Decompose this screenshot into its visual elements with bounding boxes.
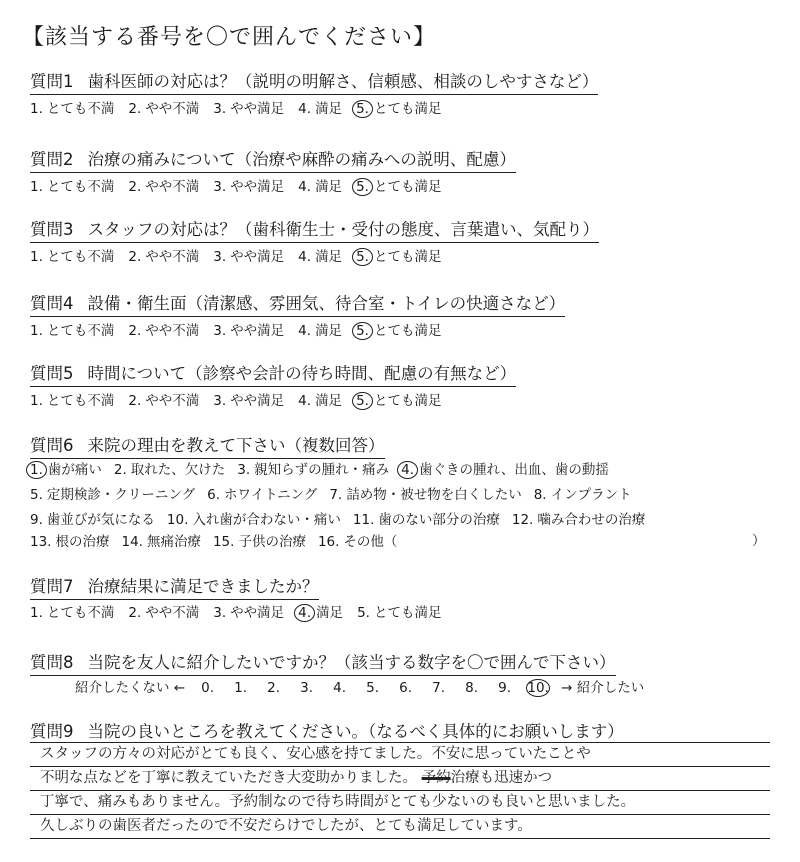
q6-number: 質問6: [30, 436, 74, 455]
q6-option[interactable]: [114, 458, 225, 478]
q8-scale-8[interactable]: 8.: [465, 680, 479, 696]
answer-line-1: スタッフの方々の対応がとても良く、安心感を持てました。不安に思っていたことや: [30, 743, 770, 767]
option-number: 1.: [30, 179, 43, 195]
q6-option[interactable]: [30, 458, 102, 479]
q8-scale-1[interactable]: 1.: [234, 680, 248, 696]
option-label: とても不満: [46, 605, 115, 621]
q1-option-3[interactable]: [213, 97, 284, 117]
q2-title: [30, 146, 516, 173]
q2-option-1[interactable]: [30, 175, 114, 195]
answer-line-2-rest: 治療も迅速かつ: [450, 770, 553, 786]
q6-row: [30, 483, 644, 503]
q3-title: [30, 216, 599, 243]
q6-option[interactable]: [401, 458, 609, 479]
option-number: 4.: [298, 249, 312, 265]
q9-number: 質問9: [30, 722, 74, 741]
option-label: 無痛治療: [146, 534, 201, 550]
option-number: 5.: [352, 178, 373, 196]
answer-line-4: 久しぶりの歯医者だったので不安だらけでしたが、とても満足しています。: [30, 815, 770, 839]
q3-text: スタッフの対応は？（歯科衛生士・受付の態度、言葉遣い、気配り）: [87, 220, 599, 239]
option-label: 子供の治療: [238, 534, 306, 550]
q4-text: 設備・衛生面（清潔感、雰囲気、待合室・トイレの快適さなど）: [87, 294, 566, 313]
q1-title: [30, 68, 598, 95]
q5-option-2[interactable]: [128, 389, 199, 409]
q6-option[interactable]: [121, 530, 200, 550]
q7-option-4[interactable]: [298, 601, 343, 622]
q6-option[interactable]: [213, 530, 306, 550]
q6-option[interactable]: [329, 483, 521, 503]
option-number: 13.: [30, 534, 52, 550]
answer-line-2: [30, 767, 770, 791]
q4-option-1[interactable]: [30, 319, 114, 339]
q6-option[interactable]: [30, 508, 155, 528]
answer-line-3: 丁寧で、痛みもありません。予約制なので待ち時間がとても少ないのも良いと思いました。: [30, 791, 770, 815]
q1-option-5[interactable]: [356, 97, 441, 118]
q6-text: 来院の理由を教えて下さい（複数回答）: [87, 436, 385, 455]
option-label: とても満足: [373, 179, 442, 195]
option-label: 歯ぐきの腫れ、出血、歯の動揺: [419, 462, 609, 478]
q6-option[interactable]: [353, 508, 500, 528]
option-label: やや満足: [230, 179, 285, 195]
q8-scale-2[interactable]: 2.: [267, 680, 281, 696]
q8-text: 当院を友人に紹介したいですか？（該当する数字を〇で囲んで下さい）: [87, 653, 616, 672]
q7-option-2[interactable]: [128, 601, 199, 621]
q9-title: [30, 718, 624, 744]
option-number: 2.: [128, 393, 142, 409]
option-label: ホワイトニング: [224, 487, 318, 503]
q7-options: [30, 601, 455, 622]
option-label: やや不満: [145, 605, 200, 621]
option-number: 1.: [30, 101, 43, 117]
option-label: 詰め物・被せ物を白くしたい: [346, 487, 522, 503]
option-number: 16.: [317, 534, 340, 550]
option-number: 5.: [30, 487, 43, 503]
q6-other-close: ）: [752, 533, 766, 549]
q4-options: [30, 319, 455, 340]
option-label: 根の治療: [55, 534, 110, 550]
option-number: 2.: [128, 101, 142, 117]
q6-row: [30, 458, 621, 479]
option-label: やや満足: [230, 323, 285, 339]
q2-options: [30, 175, 455, 196]
q6-option[interactable]: [318, 530, 397, 550]
q4-number: 質問4: [30, 294, 74, 313]
form-header: 【該当する番号を〇で囲んでください】: [22, 25, 437, 50]
q4-option-2[interactable]: [128, 319, 199, 339]
q3-option-5[interactable]: [356, 245, 441, 266]
q8-scale-0[interactable]: 0.: [201, 680, 215, 696]
option-label: とても不満: [46, 101, 115, 117]
option-label: 満足: [316, 605, 344, 621]
q6-option[interactable]: [167, 508, 341, 528]
q2-number: 質問2: [30, 150, 74, 169]
q9-answer-box[interactable]: [30, 742, 770, 839]
q2-text: 治療の痛みについて（治療や麻酔の痛みへの説明、配慮）: [87, 150, 516, 169]
option-number: 3.: [213, 249, 227, 265]
option-label: 定期検診・クリーニング: [46, 487, 196, 503]
option-label: とても満足: [373, 323, 442, 339]
option-label: やや満足: [230, 101, 285, 117]
q6-option[interactable]: [30, 530, 109, 550]
option-number: 5.: [352, 392, 373, 410]
option-number: 11.: [352, 512, 375, 528]
q5-option-5[interactable]: [356, 389, 441, 410]
option-number: 2.: [113, 462, 127, 478]
q5-option-4[interactable]: [298, 389, 342, 409]
q1-option-2[interactable]: [128, 97, 199, 117]
q1-options: [30, 97, 455, 118]
q4-option-4[interactable]: [298, 319, 342, 339]
option-number: 1.: [30, 323, 43, 339]
option-number: 12.: [511, 512, 534, 528]
option-number: 4.: [298, 179, 312, 195]
q5-option-1[interactable]: [30, 389, 114, 409]
option-label: とても満足: [373, 101, 442, 117]
option-number: 8.: [533, 487, 547, 503]
option-label: 親知らずの腫れ・痛み: [254, 462, 390, 478]
option-label: その他（: [343, 534, 398, 550]
q2-option-2[interactable]: [128, 175, 199, 195]
q6-option[interactable]: [534, 483, 632, 503]
option-label: インプラント: [550, 487, 632, 503]
option-label: 歯が痛い: [47, 462, 102, 478]
option-number: 2.: [128, 605, 142, 621]
q6-option[interactable]: [207, 483, 317, 503]
q6-title: [30, 432, 385, 459]
q1-option-1[interactable]: [30, 97, 114, 117]
option-label: やや満足: [230, 605, 285, 621]
option-label: やや不満: [145, 101, 200, 117]
q2-option-3[interactable]: [213, 175, 284, 195]
answer-strikethrough: 予約: [421, 770, 451, 786]
option-number: 3.: [213, 393, 227, 409]
q8-scale-5[interactable]: 5.: [366, 680, 380, 696]
option-number: 1.: [30, 393, 43, 409]
q4-title: [30, 290, 565, 317]
q8-scale-7[interactable]: 7.: [432, 680, 446, 696]
q7-title: [30, 573, 319, 600]
option-number: 1.: [30, 249, 43, 265]
q5-title: [30, 360, 516, 387]
option-label: とても満足: [373, 605, 442, 621]
option-number: 3.: [213, 179, 227, 195]
option-number: 5.: [357, 605, 370, 621]
option-label: 満足: [315, 249, 343, 265]
option-number: 6.: [207, 487, 221, 503]
option-number: 4.: [294, 604, 315, 622]
q3-options: [30, 245, 455, 266]
option-label: 満足: [315, 179, 343, 195]
option-label: やや満足: [230, 393, 285, 409]
q1-text: 歯科医師の対応は？（説明の明解さ、信頼感、相談のしやすさなど）: [87, 72, 599, 91]
option-label: とても満足: [373, 393, 442, 409]
q7-text: 治療結果に満足できましたか？: [87, 577, 319, 596]
option-number: 7.: [329, 487, 343, 503]
q8-scale-3[interactable]: 3.: [300, 680, 314, 696]
q3-option-4[interactable]: [298, 245, 342, 265]
q2-option-5[interactable]: [356, 175, 441, 196]
option-number: 3.: [213, 605, 227, 621]
q2-option-4[interactable]: [298, 175, 342, 195]
option-number: 4.: [298, 323, 312, 339]
q3-number: 質問3: [30, 220, 74, 239]
q6-option[interactable]: [30, 483, 195, 503]
q5-text: 時間について（診察や会計の待ち時間、配慮の有無など）: [87, 364, 517, 383]
q6-option[interactable]: [512, 508, 645, 528]
q9-text: 当院の良いところを教えてください。（なるべく具体的にお願いします）: [87, 722, 624, 741]
option-label: やや満足: [230, 249, 285, 265]
option-label: やや不満: [145, 179, 200, 195]
option-number: 10.: [166, 512, 189, 528]
q1-number: 質問1: [30, 72, 74, 91]
q7-option-1[interactable]: [30, 601, 114, 621]
option-label: やや不満: [145, 393, 200, 409]
option-number: 1.: [30, 605, 43, 621]
option-number: 5.: [352, 248, 373, 266]
q8-left-label: 紹介したくない ←: [75, 680, 186, 696]
option-label: やや不満: [145, 249, 200, 265]
option-label: 噛み合わせの治療: [537, 512, 646, 528]
q5-options: [30, 389, 455, 410]
q8-scale-10[interactable]: 10.: [527, 680, 549, 696]
option-number: 2.: [128, 249, 142, 265]
q7-option-3[interactable]: [213, 601, 284, 621]
q8-title: [30, 649, 616, 676]
q5-number: 質問5: [30, 364, 74, 383]
q3-option-3[interactable]: [213, 245, 284, 265]
q7-number: 質問7: [30, 577, 74, 596]
option-label: 歯並びが気になる: [46, 512, 155, 528]
option-number: 5.: [352, 322, 373, 340]
option-label: とても不満: [46, 179, 115, 195]
q6-option[interactable]: [237, 458, 389, 478]
option-label: とても不満: [46, 323, 115, 339]
q3-option-2[interactable]: [128, 245, 199, 265]
option-number: 9.: [30, 512, 43, 528]
option-number: 5.: [352, 100, 373, 118]
option-label: とても不満: [46, 249, 115, 265]
option-label: 入れ歯が合わない・痛い: [192, 512, 341, 528]
option-label: とても満足: [373, 249, 442, 265]
q8-scale-9[interactable]: 9.: [498, 680, 512, 696]
option-label: 満足: [315, 393, 343, 409]
q1-option-4[interactable]: [298, 97, 342, 117]
q8-number: 質問8: [30, 653, 74, 672]
q4-option-3[interactable]: [213, 319, 284, 339]
option-number: 15.: [212, 534, 235, 550]
option-number: 3.: [237, 462, 251, 478]
option-number: 4.: [298, 393, 312, 409]
option-label: 取れた、欠けた: [130, 462, 226, 478]
q6-row: [30, 530, 409, 550]
option-number: 1.: [26, 461, 47, 479]
option-label: やや不満: [145, 323, 200, 339]
option-number: 4.: [298, 101, 312, 117]
option-number: 3.: [213, 101, 227, 117]
option-number: 3.: [213, 323, 227, 339]
q7-option-5[interactable]: [357, 601, 441, 621]
option-number: 14.: [121, 534, 143, 550]
option-number: 2.: [128, 179, 142, 195]
q8-scale-4[interactable]: 4.: [333, 680, 347, 696]
option-number: 4.: [397, 461, 418, 479]
q4-option-5[interactable]: [356, 319, 441, 340]
option-label: とても不満: [46, 393, 115, 409]
q5-option-3[interactable]: [213, 389, 284, 409]
q3-option-1[interactable]: [30, 245, 114, 265]
option-number: 2.: [128, 323, 142, 339]
q8-scale-6[interactable]: 6.: [399, 680, 413, 696]
q8-right-label: → 紹介したい: [561, 680, 645, 696]
option-label: 満足: [315, 101, 343, 117]
option-label: 満足: [315, 323, 343, 339]
option-label: 歯のない部分の治療: [378, 512, 500, 528]
q6-row: [30, 508, 657, 528]
q8-scale: [75, 676, 644, 697]
answer-line-2-text: 不明な点などを丁寧に教えていただき大変助かりました。: [40, 770, 417, 786]
